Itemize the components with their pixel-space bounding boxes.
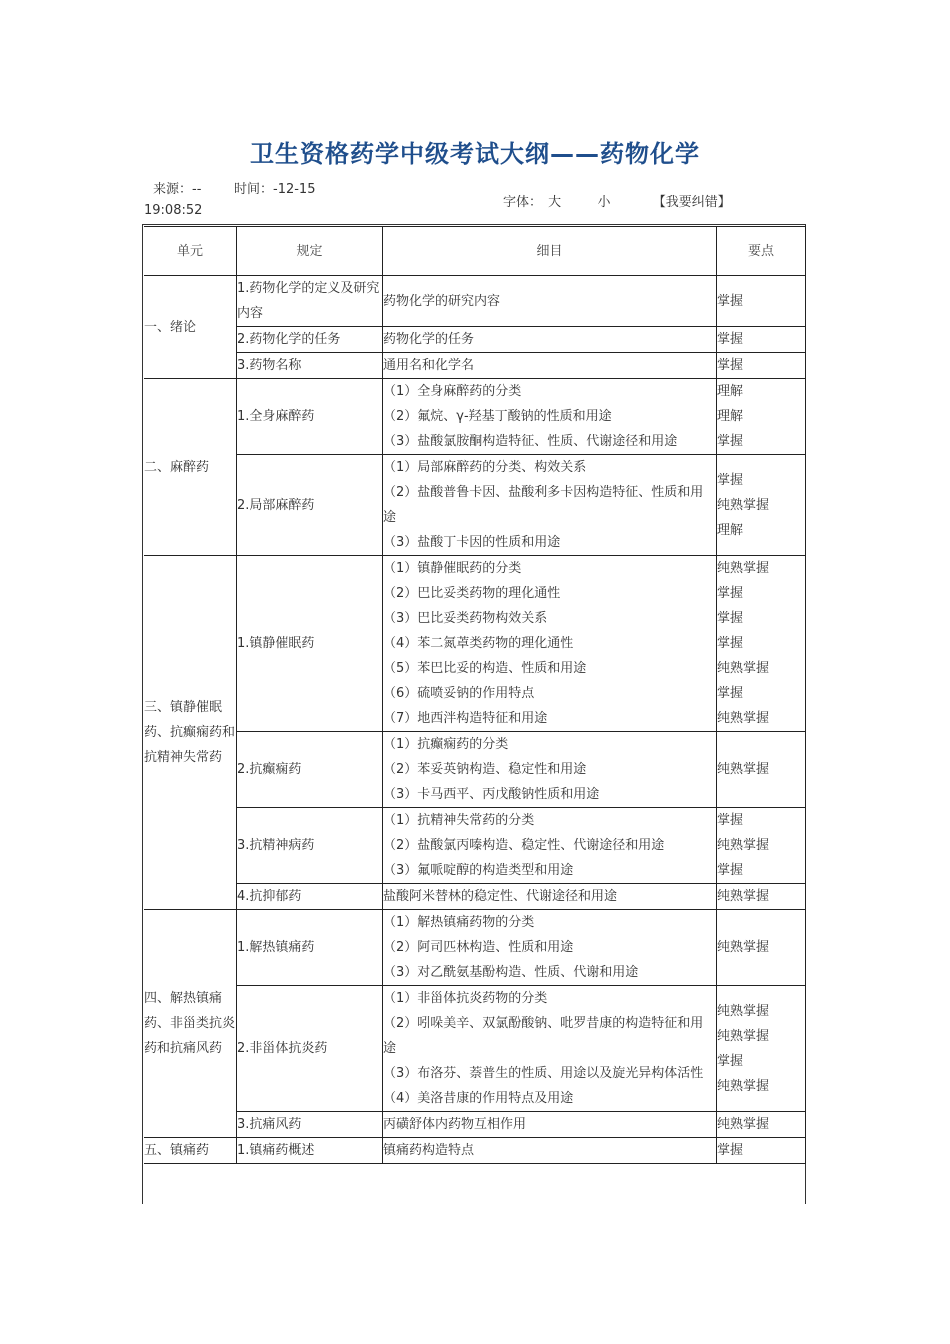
header-items: 细目 <box>383 226 717 276</box>
table-row <box>144 455 806 556</box>
table-row <box>144 1138 806 1164</box>
header-rule: 规定 <box>237 226 383 276</box>
item-line: 药物化学的研究内容 <box>383 293 501 309</box>
item-line: （3）卡马西平、丙戊酸钠性质和用途 <box>383 787 600 802</box>
points-cell <box>717 455 806 556</box>
item-line: （4）苯二氮䓬类药物的理化通性 <box>383 636 574 651</box>
table-row <box>144 327 806 353</box>
item-line: （4）美洛昔康的作用特点及用途 <box>383 1091 574 1106</box>
table-row <box>144 732 806 808</box>
rule-cell: 1.镇静催眠药 <box>237 556 383 732</box>
point-line: 纯熟掌握 <box>717 1078 770 1094</box>
font-small-link[interactable]: 小 <box>597 195 611 210</box>
points-cell <box>717 327 806 353</box>
font-size-label: 字体： <box>503 195 543 210</box>
point-line: 掌握 <box>717 686 744 701</box>
items-cell <box>383 276 717 327</box>
point-line: 纯熟掌握 <box>717 889 770 904</box>
item-line: （3）巴比妥类药物构效关系 <box>383 611 548 626</box>
table-row <box>144 884 806 910</box>
items-cell <box>383 327 717 353</box>
unit-cell: 三、镇静催眠药、抗癫痫药和抗精神失常药 <box>144 556 237 910</box>
points-cell <box>717 732 806 808</box>
header-unit: 单元 <box>144 226 237 276</box>
table-row <box>144 808 806 884</box>
points-cell <box>717 353 806 379</box>
syllabus-table <box>144 226 806 1164</box>
unit-cell: 一、绪论 <box>144 276 237 379</box>
point-line: 掌握 <box>717 1143 744 1158</box>
point-line: 纯熟掌握 <box>717 762 770 777</box>
rule-cell: 4.抗抑郁药 <box>237 884 383 910</box>
rule-cell: 2.抗癫痫药 <box>237 732 383 808</box>
point-line: 纯熟掌握 <box>717 940 770 955</box>
points-cell <box>717 379 806 455</box>
items-cell <box>383 884 717 910</box>
items-cell <box>383 910 717 986</box>
item-line: 药物化学的任务 <box>383 332 475 347</box>
rule-cell: 3.药物名称 <box>237 353 383 379</box>
source-label: 来源：-- <box>153 182 202 197</box>
points-cell <box>717 884 806 910</box>
point-line: 纯熟掌握 <box>717 1117 770 1132</box>
items-cell <box>383 556 717 732</box>
time-value: 19:08:52 <box>144 203 203 218</box>
point-line: 纯熟掌握 <box>717 497 770 513</box>
table-row <box>144 379 806 455</box>
rule-cell: 2.药物化学的任务 <box>237 327 383 353</box>
table-header-row <box>144 226 806 276</box>
points-cell <box>717 1138 806 1164</box>
items-cell <box>383 353 717 379</box>
rule-cell: 1.药物化学的定义及研究内容 <box>237 276 383 327</box>
point-line: 理解 <box>717 409 744 424</box>
report-error-link[interactable]: 【我要纠错】 <box>652 195 731 210</box>
items-cell <box>383 379 717 455</box>
points-cell <box>717 910 806 986</box>
font-large-link[interactable]: 大 <box>548 195 562 210</box>
item-line: 盐酸阿米替林的稳定性、代谢途径和用途 <box>383 889 618 904</box>
items-cell <box>383 1138 717 1164</box>
item-line: （1）非甾体抗炎药物的分类 <box>383 991 548 1006</box>
point-line: 掌握 <box>717 332 744 347</box>
item-line: （2）盐酸氯丙嗪构造、稳定性、代谢途径和用途 <box>383 838 665 853</box>
point-line: 掌握 <box>717 611 744 626</box>
point-line: 掌握 <box>717 863 744 878</box>
item-line: （2）巴比妥类药物的理化通性 <box>383 586 561 601</box>
point-line: 掌握 <box>717 586 744 601</box>
font-size-controls <box>503 191 733 210</box>
item-line: 丙磺舒体内药物互相作用 <box>383 1117 527 1132</box>
table-row <box>144 986 806 1112</box>
items-cell <box>383 732 717 808</box>
point-line: 纯熟掌握 <box>717 711 770 726</box>
unit-cell: 二、麻醉药 <box>144 379 237 556</box>
time-label: 时间：-12-15 <box>234 182 316 197</box>
point-line: 纯熟掌握 <box>717 838 770 853</box>
table-row <box>144 1112 806 1138</box>
item-line: （1）抗精神失常药的分类 <box>383 813 535 828</box>
point-line: 纯熟掌握 <box>717 661 770 676</box>
item-line: 通用名和化学名 <box>383 358 475 373</box>
rule-cell: 2.局部麻醉药 <box>237 455 383 556</box>
point-line: 掌握 <box>717 813 744 828</box>
item-line: （3）对乙酰氨基酚构造、性质、代谢和用途 <box>383 965 639 980</box>
points-cell <box>717 556 806 732</box>
item-line: （6）硫喷妥钠的作用特点 <box>383 686 535 701</box>
item-line: （3）盐酸氯胺酮构造特征、性质、代谢途径和用途 <box>383 434 678 449</box>
table-row <box>144 556 806 732</box>
item-line: （1）解热镇痛药物的分类 <box>383 915 535 930</box>
point-line: 掌握 <box>717 434 744 449</box>
rule-cell: 1.解热镇痛药 <box>237 910 383 986</box>
point-line: 掌握 <box>717 293 744 309</box>
rule-cell: 2.非甾体抗炎药 <box>237 986 383 1112</box>
header-points: 要点 <box>717 226 806 276</box>
item-line: （2）阿司匹林构造、性质和用途 <box>383 940 574 955</box>
point-line: 纯熟掌握 <box>717 561 770 576</box>
item-line: （3）氟哌啶醇的构造类型和用途 <box>383 863 574 878</box>
rule-cell: 3.抗痛风药 <box>237 1112 383 1138</box>
rule-cell: 1.镇痛药概述 <box>237 1138 383 1164</box>
rule-cell: 3.抗精神病药 <box>237 808 383 884</box>
item-line: （2）苯妥英钠构造、稳定性和用途 <box>383 762 587 777</box>
item-line: （2）吲哚美辛、双氯酚酸钠、吡罗昔康的构造特征和用途 <box>383 1016 704 1056</box>
items-cell <box>383 455 717 556</box>
unit-cell: 四、解热镇痛药、非甾类抗炎药和抗痛风药 <box>144 910 237 1138</box>
points-cell <box>717 1112 806 1138</box>
item-line: （2）盐酸普鲁卡因、盐酸利多卡因构造特征、性质和用途 <box>383 485 704 525</box>
point-line: 理解 <box>717 522 744 538</box>
item-line: （7）地西泮构造特征和用途 <box>383 711 548 726</box>
item-line: （2）氟烷、γ-羟基丁酸钠的性质和用途 <box>383 409 612 424</box>
item-line: （5）苯巴比妥的构造、性质和用途 <box>383 661 587 676</box>
points-cell <box>717 808 806 884</box>
table-row <box>144 910 806 986</box>
point-line: 掌握 <box>717 1053 744 1069</box>
item-line: （1）抗癫痫药的分类 <box>383 737 509 752</box>
point-line: 掌握 <box>717 358 744 373</box>
item-line: 镇痛药构造特点 <box>383 1143 475 1158</box>
point-line: 掌握 <box>717 472 744 488</box>
page-title: 卫生资格药学中级考试大纲——药物化学 <box>250 140 700 168</box>
rule-cell: 1.全身麻醉药 <box>237 379 383 455</box>
item-line: （3）布洛芬、萘普生的性质、用途以及旋光异构体活性 <box>383 1066 704 1081</box>
unit-cell: 五、镇痛药 <box>144 1138 237 1164</box>
item-line: （3）盐酸丁卡因的性质和用途 <box>383 535 561 550</box>
items-cell <box>383 1112 717 1138</box>
items-cell <box>383 986 717 1112</box>
point-line: 纯熟掌握 <box>717 1003 770 1019</box>
item-line: （1）镇静催眠药的分类 <box>383 561 522 576</box>
point-line: 理解 <box>717 384 744 399</box>
points-cell <box>717 276 806 327</box>
point-line: 纯熟掌握 <box>717 1028 770 1044</box>
item-line: （1）全身麻醉药的分类 <box>383 384 522 399</box>
points-cell <box>717 986 806 1112</box>
point-line: 掌握 <box>717 636 744 651</box>
table-row <box>144 353 806 379</box>
table-row <box>144 276 806 327</box>
item-line: （1）局部麻醉药的分类、构效关系 <box>383 460 587 475</box>
items-cell <box>383 808 717 884</box>
